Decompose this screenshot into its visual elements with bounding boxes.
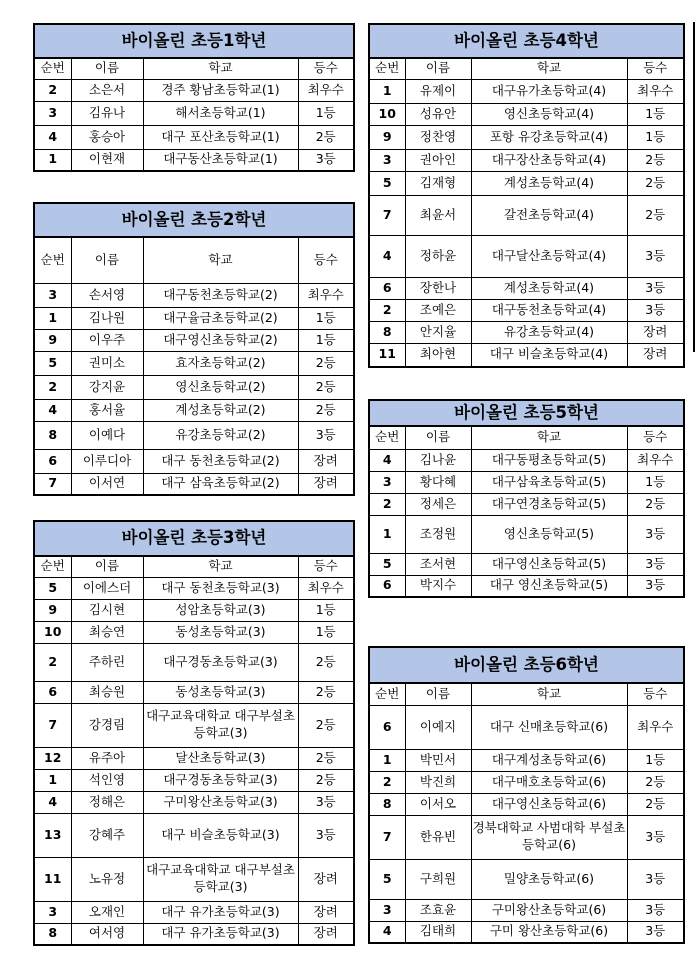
table-row bbox=[34, 901, 354, 923]
entry-number: 7 bbox=[34, 703, 71, 747]
table-row bbox=[369, 449, 684, 471]
student-name: 강경림 bbox=[71, 703, 143, 747]
school-name: 경북대학교 사범대학 부설초등학교(6) bbox=[471, 815, 627, 859]
header-name: 이름 bbox=[71, 237, 143, 283]
entry-number: 4 bbox=[34, 791, 71, 813]
school-name: 대구 동천초등학교(3) bbox=[143, 577, 298, 599]
entry-number: 6 bbox=[34, 449, 71, 473]
rank: 2등 bbox=[627, 493, 684, 515]
rank: 2등 bbox=[298, 351, 354, 375]
school-name: 대구달산초등학교(4) bbox=[471, 235, 627, 277]
table-title: 바이올린 초등4학년 bbox=[369, 24, 684, 58]
student-name: 강지윤 bbox=[71, 375, 143, 399]
rank: 최우수 bbox=[627, 705, 684, 749]
school-name: 계성초등학교(4) bbox=[471, 277, 627, 299]
entry-number: 3 bbox=[34, 101, 71, 125]
rank: 1등 bbox=[298, 307, 354, 329]
entry-number: 5 bbox=[369, 859, 405, 899]
rank: 3등 bbox=[298, 813, 354, 857]
entry-number: 3 bbox=[369, 471, 405, 493]
student-name: 구희원 bbox=[405, 859, 471, 899]
rank: 장려 bbox=[298, 857, 354, 901]
entry-number: 9 bbox=[34, 599, 71, 621]
rank: 장려 bbox=[298, 923, 354, 945]
school-name: 대구경동초등학교(3) bbox=[143, 769, 298, 791]
rank: 장려 bbox=[298, 449, 354, 473]
table-row bbox=[369, 471, 684, 493]
student-name: 성유안 bbox=[405, 103, 471, 125]
rank: 2등 bbox=[298, 747, 354, 769]
student-name: 김재형 bbox=[405, 171, 471, 195]
school-name: 대구계성초등학교(6) bbox=[471, 749, 627, 771]
student-name: 주하린 bbox=[71, 643, 143, 681]
header-school: 학교 bbox=[143, 237, 298, 283]
school-name: 대구매호초등학교(6) bbox=[471, 771, 627, 793]
table-row bbox=[369, 149, 684, 171]
school-name: 대구삼육초등학교(5) bbox=[471, 471, 627, 493]
table-row bbox=[34, 791, 354, 813]
rank: 2등 bbox=[627, 171, 684, 195]
entry-number: 11 bbox=[369, 343, 405, 367]
school-name: 대구영신초등학교(5) bbox=[471, 553, 627, 575]
table-row bbox=[34, 283, 354, 307]
entry-number: 8 bbox=[369, 321, 405, 343]
school-name: 구미왕산초등학교(3) bbox=[143, 791, 298, 813]
school-name: 밀양초등학교(6) bbox=[471, 859, 627, 899]
table-row bbox=[34, 599, 354, 621]
student-name: 최윤서 bbox=[405, 195, 471, 235]
entry-number: 2 bbox=[34, 375, 71, 399]
student-name: 김나원 bbox=[71, 307, 143, 329]
student-name: 장한나 bbox=[405, 277, 471, 299]
school-name: 대구동천초등학교(2) bbox=[143, 283, 298, 307]
header-number: 순번 bbox=[34, 237, 71, 283]
rank: 장려 bbox=[627, 321, 684, 343]
table-row bbox=[369, 125, 684, 149]
student-name: 이에스더 bbox=[71, 577, 143, 599]
student-name: 최승연 bbox=[71, 621, 143, 643]
page-border-line bbox=[693, 22, 695, 352]
entry-number: 2 bbox=[369, 771, 405, 793]
entry-number: 6 bbox=[369, 277, 405, 299]
student-name: 소은서 bbox=[71, 79, 143, 101]
table-row bbox=[369, 195, 684, 235]
student-name: 유제이 bbox=[405, 79, 471, 103]
rank: 3등 bbox=[627, 899, 684, 921]
rank: 2등 bbox=[298, 399, 354, 421]
rank: 2등 bbox=[298, 703, 354, 747]
school-name: 영신초등학교(4) bbox=[471, 103, 627, 125]
table-row bbox=[34, 307, 354, 329]
table-row bbox=[369, 515, 684, 553]
student-name: 안지율 bbox=[405, 321, 471, 343]
entry-number: 1 bbox=[369, 79, 405, 103]
entry-number: 1 bbox=[369, 515, 405, 553]
table-row bbox=[369, 299, 684, 321]
entry-number: 8 bbox=[34, 421, 71, 449]
table-row bbox=[369, 103, 684, 125]
table-row bbox=[369, 749, 684, 771]
rank: 최우수 bbox=[627, 79, 684, 103]
school-name: 영신초등학교(2) bbox=[143, 375, 298, 399]
header-rank: 등수 bbox=[298, 58, 354, 79]
student-name: 석인영 bbox=[71, 769, 143, 791]
school-name: 대구유가초등학교(4) bbox=[471, 79, 627, 103]
school-name: 대구동평초등학교(5) bbox=[471, 449, 627, 471]
student-name: 조예은 bbox=[405, 299, 471, 321]
entry-number: 6 bbox=[369, 705, 405, 749]
table-row bbox=[34, 329, 354, 351]
header-rank: 등수 bbox=[627, 683, 684, 705]
rank: 3등 bbox=[627, 575, 684, 597]
entry-number: 11 bbox=[34, 857, 71, 901]
school-name: 효자초등학교(2) bbox=[143, 351, 298, 375]
table-row bbox=[369, 553, 684, 575]
table-row bbox=[34, 421, 354, 449]
table-title: 바이올린 초등1학년 bbox=[34, 24, 354, 58]
school-name: 해서초등학교(1) bbox=[143, 101, 298, 125]
entry-number: 2 bbox=[369, 299, 405, 321]
rank: 3등 bbox=[627, 921, 684, 943]
entry-number: 2 bbox=[34, 79, 71, 101]
entry-number: 5 bbox=[369, 171, 405, 195]
student-name: 조정원 bbox=[405, 515, 471, 553]
rank: 2등 bbox=[298, 769, 354, 791]
table-row bbox=[34, 923, 354, 945]
table-row bbox=[34, 747, 354, 769]
table-row bbox=[369, 771, 684, 793]
student-name: 유주아 bbox=[71, 747, 143, 769]
table-row bbox=[369, 705, 684, 749]
table-row bbox=[369, 859, 684, 899]
school-name: 대구 포산초등학교(1) bbox=[143, 125, 298, 149]
student-name: 박지수 bbox=[405, 575, 471, 597]
entry-number: 9 bbox=[34, 329, 71, 351]
header-number: 순번 bbox=[34, 556, 71, 577]
entry-number: 9 bbox=[369, 125, 405, 149]
table-row bbox=[369, 493, 684, 515]
header-school: 학교 bbox=[471, 426, 627, 449]
table-row bbox=[34, 621, 354, 643]
grade-table bbox=[368, 399, 685, 598]
entry-number: 4 bbox=[369, 235, 405, 277]
table-row bbox=[34, 703, 354, 747]
entry-number: 4 bbox=[34, 399, 71, 421]
entry-number: 6 bbox=[34, 681, 71, 703]
entry-number: 2 bbox=[369, 493, 405, 515]
student-name: 이우주 bbox=[71, 329, 143, 351]
rank: 2등 bbox=[627, 195, 684, 235]
rank: 최우수 bbox=[627, 449, 684, 471]
school-name: 대구영신초등학교(2) bbox=[143, 329, 298, 351]
entry-number: 3 bbox=[34, 283, 71, 307]
school-name: 대구 유가초등학교(3) bbox=[143, 923, 298, 945]
entry-number: 4 bbox=[369, 449, 405, 471]
school-name: 영신초등학교(5) bbox=[471, 515, 627, 553]
student-name: 이현재 bbox=[71, 149, 143, 171]
rank: 3등 bbox=[627, 859, 684, 899]
rank: 3등 bbox=[298, 421, 354, 449]
student-name: 강혜주 bbox=[71, 813, 143, 857]
student-name: 홍서율 bbox=[71, 399, 143, 421]
table-row bbox=[34, 375, 354, 399]
rank: 3등 bbox=[627, 277, 684, 299]
student-name: 여서영 bbox=[71, 923, 143, 945]
student-name: 이예다 bbox=[71, 421, 143, 449]
student-name: 권미소 bbox=[71, 351, 143, 375]
entry-number: 4 bbox=[34, 125, 71, 149]
rank: 최우수 bbox=[298, 283, 354, 307]
entry-number: 13 bbox=[34, 813, 71, 857]
entry-number: 2 bbox=[34, 643, 71, 681]
school-name: 갈전초등학교(4) bbox=[471, 195, 627, 235]
table-row bbox=[34, 813, 354, 857]
header-rank: 등수 bbox=[627, 426, 684, 449]
rank: 1등 bbox=[627, 125, 684, 149]
rank: 1등 bbox=[627, 471, 684, 493]
header-number: 순번 bbox=[34, 58, 71, 79]
student-name: 조서현 bbox=[405, 553, 471, 575]
rank: 1등 bbox=[298, 621, 354, 643]
entry-number: 12 bbox=[34, 747, 71, 769]
student-name: 황다혜 bbox=[405, 471, 471, 493]
rank: 3등 bbox=[627, 299, 684, 321]
header-school: 학교 bbox=[143, 58, 298, 79]
school-name: 동성초등학교(3) bbox=[143, 681, 298, 703]
entry-number: 1 bbox=[34, 769, 71, 791]
header-school: 학교 bbox=[471, 683, 627, 705]
entry-number: 7 bbox=[369, 195, 405, 235]
school-name: 대구동산초등학교(1) bbox=[143, 149, 298, 171]
table-row bbox=[34, 149, 354, 171]
school-name: 대구 비슬초등학교(3) bbox=[143, 813, 298, 857]
entry-number: 8 bbox=[369, 793, 405, 815]
rank: 1등 bbox=[298, 329, 354, 351]
rank: 3등 bbox=[627, 553, 684, 575]
entry-number: 3 bbox=[369, 899, 405, 921]
entry-number: 8 bbox=[34, 923, 71, 945]
student-name: 이예지 bbox=[405, 705, 471, 749]
school-name: 대구동천초등학교(4) bbox=[471, 299, 627, 321]
student-name: 이서오 bbox=[405, 793, 471, 815]
entry-number: 7 bbox=[369, 815, 405, 859]
entry-number: 5 bbox=[34, 351, 71, 375]
student-name: 정하윤 bbox=[405, 235, 471, 277]
student-name: 정세은 bbox=[405, 493, 471, 515]
table-row bbox=[34, 857, 354, 901]
table-row bbox=[34, 125, 354, 149]
entry-number: 1 bbox=[34, 307, 71, 329]
student-name: 박민서 bbox=[405, 749, 471, 771]
table-row bbox=[34, 643, 354, 681]
table-row bbox=[34, 473, 354, 495]
header-rank: 등수 bbox=[298, 556, 354, 577]
entry-number: 6 bbox=[369, 575, 405, 597]
student-name: 권아인 bbox=[405, 149, 471, 171]
grade-table bbox=[368, 646, 685, 944]
table-row bbox=[34, 449, 354, 473]
table-row bbox=[369, 79, 684, 103]
student-name: 노유정 bbox=[71, 857, 143, 901]
rank: 2등 bbox=[627, 793, 684, 815]
student-name: 김나윤 bbox=[405, 449, 471, 471]
rank: 3등 bbox=[627, 815, 684, 859]
student-name: 박진희 bbox=[405, 771, 471, 793]
rank: 1등 bbox=[298, 599, 354, 621]
header-number: 순번 bbox=[369, 426, 405, 449]
entry-number: 4 bbox=[369, 921, 405, 943]
student-name: 김유나 bbox=[71, 101, 143, 125]
school-name: 계성초등학교(2) bbox=[143, 399, 298, 421]
student-name: 이루디아 bbox=[71, 449, 143, 473]
rank: 1등 bbox=[298, 101, 354, 125]
header-number: 순번 bbox=[369, 58, 405, 79]
school-name: 유강초등학교(2) bbox=[143, 421, 298, 449]
student-name: 김시현 bbox=[71, 599, 143, 621]
table-row bbox=[369, 171, 684, 195]
entry-number: 10 bbox=[369, 103, 405, 125]
rank: 2등 bbox=[298, 375, 354, 399]
school-name: 달산초등학교(3) bbox=[143, 747, 298, 769]
school-name: 대구 영신초등학교(5) bbox=[471, 575, 627, 597]
table-row bbox=[369, 343, 684, 367]
student-name: 손서영 bbox=[71, 283, 143, 307]
school-name: 대구율금초등학교(2) bbox=[143, 307, 298, 329]
rank: 최우수 bbox=[298, 79, 354, 101]
table-row bbox=[34, 577, 354, 599]
school-name: 동성초등학교(3) bbox=[143, 621, 298, 643]
table-row bbox=[369, 277, 684, 299]
table-row bbox=[34, 769, 354, 791]
entry-number: 3 bbox=[369, 149, 405, 171]
school-name: 대구 신매초등학교(6) bbox=[471, 705, 627, 749]
rank: 3등 bbox=[627, 515, 684, 553]
rank: 1등 bbox=[627, 103, 684, 125]
school-name: 구미 왕산초등학교(6) bbox=[471, 921, 627, 943]
header-name: 이름 bbox=[71, 58, 143, 79]
header-rank: 등수 bbox=[627, 58, 684, 79]
school-name: 대구 비슬초등학교(4) bbox=[471, 343, 627, 367]
student-name: 최승원 bbox=[71, 681, 143, 703]
table-row bbox=[34, 681, 354, 703]
student-name: 이서연 bbox=[71, 473, 143, 495]
school-name: 성암초등학교(3) bbox=[143, 599, 298, 621]
student-name: 최아현 bbox=[405, 343, 471, 367]
rank: 최우수 bbox=[298, 577, 354, 599]
table-row bbox=[369, 815, 684, 859]
grade-table bbox=[33, 520, 355, 946]
table-row bbox=[369, 899, 684, 921]
table-title: 바이올린 초등6학년 bbox=[369, 647, 684, 683]
school-name: 구미왕산초등학교(6) bbox=[471, 899, 627, 921]
school-name: 계성초등학교(4) bbox=[471, 171, 627, 195]
table-row bbox=[369, 921, 684, 943]
table-row bbox=[34, 351, 354, 375]
school-name: 대구 동천초등학교(2) bbox=[143, 449, 298, 473]
rank: 3등 bbox=[627, 235, 684, 277]
table-row bbox=[369, 321, 684, 343]
entry-number: 3 bbox=[34, 901, 71, 923]
table-row bbox=[369, 793, 684, 815]
table-row bbox=[34, 79, 354, 101]
rank: 2등 bbox=[298, 125, 354, 149]
header-school: 학교 bbox=[143, 556, 298, 577]
grade-table bbox=[368, 23, 685, 368]
header-name: 이름 bbox=[405, 426, 471, 449]
table-title: 바이올린 초등3학년 bbox=[34, 521, 354, 556]
school-name: 대구 삼육초등학교(2) bbox=[143, 473, 298, 495]
rank: 1등 bbox=[627, 749, 684, 771]
rank: 2등 bbox=[627, 771, 684, 793]
table-row bbox=[34, 399, 354, 421]
student-name: 조효윤 bbox=[405, 899, 471, 921]
rank: 장려 bbox=[298, 473, 354, 495]
entry-number: 1 bbox=[34, 149, 71, 171]
rank: 2등 bbox=[298, 681, 354, 703]
school-name: 대구장산초등학교(4) bbox=[471, 149, 627, 171]
table-row bbox=[369, 575, 684, 597]
grade-table bbox=[33, 202, 355, 496]
school-name: 대구교육대학교 대구부설초등학교(3) bbox=[143, 703, 298, 747]
school-name: 대구교육대학교 대구부설초등학교(3) bbox=[143, 857, 298, 901]
header-name: 이름 bbox=[405, 683, 471, 705]
school-name: 유강초등학교(4) bbox=[471, 321, 627, 343]
school-name: 대구연경초등학교(5) bbox=[471, 493, 627, 515]
header-name: 이름 bbox=[405, 58, 471, 79]
header-rank: 등수 bbox=[298, 237, 354, 283]
student-name: 오재인 bbox=[71, 901, 143, 923]
rank: 2등 bbox=[627, 149, 684, 171]
table-title: 바이올린 초등2학년 bbox=[34, 203, 354, 237]
grade-table bbox=[33, 23, 355, 172]
rank: 3등 bbox=[298, 791, 354, 813]
school-name: 대구영신초등학교(6) bbox=[471, 793, 627, 815]
rank: 2등 bbox=[298, 643, 354, 681]
rank: 3등 bbox=[298, 149, 354, 171]
school-name: 경주 황남초등학교(1) bbox=[143, 79, 298, 101]
student-name: 김태희 bbox=[405, 921, 471, 943]
student-name: 정찬영 bbox=[405, 125, 471, 149]
rank: 장려 bbox=[627, 343, 684, 367]
student-name: 홍승아 bbox=[71, 125, 143, 149]
student-name: 한유빈 bbox=[405, 815, 471, 859]
school-name: 대구경동초등학교(3) bbox=[143, 643, 298, 681]
header-school: 학교 bbox=[471, 58, 627, 79]
entry-number: 5 bbox=[369, 553, 405, 575]
rank: 장려 bbox=[298, 901, 354, 923]
school-name: 포항 유강초등학교(4) bbox=[471, 125, 627, 149]
table-row bbox=[369, 235, 684, 277]
entry-number: 7 bbox=[34, 473, 71, 495]
table-row bbox=[34, 101, 354, 125]
header-name: 이름 bbox=[71, 556, 143, 577]
entry-number: 5 bbox=[34, 577, 71, 599]
entry-number: 1 bbox=[369, 749, 405, 771]
school-name: 대구 유가초등학교(3) bbox=[143, 901, 298, 923]
student-name: 정해은 bbox=[71, 791, 143, 813]
entry-number: 10 bbox=[34, 621, 71, 643]
table-title: 바이올린 초등5학년 bbox=[369, 400, 684, 426]
header-number: 순번 bbox=[369, 683, 405, 705]
